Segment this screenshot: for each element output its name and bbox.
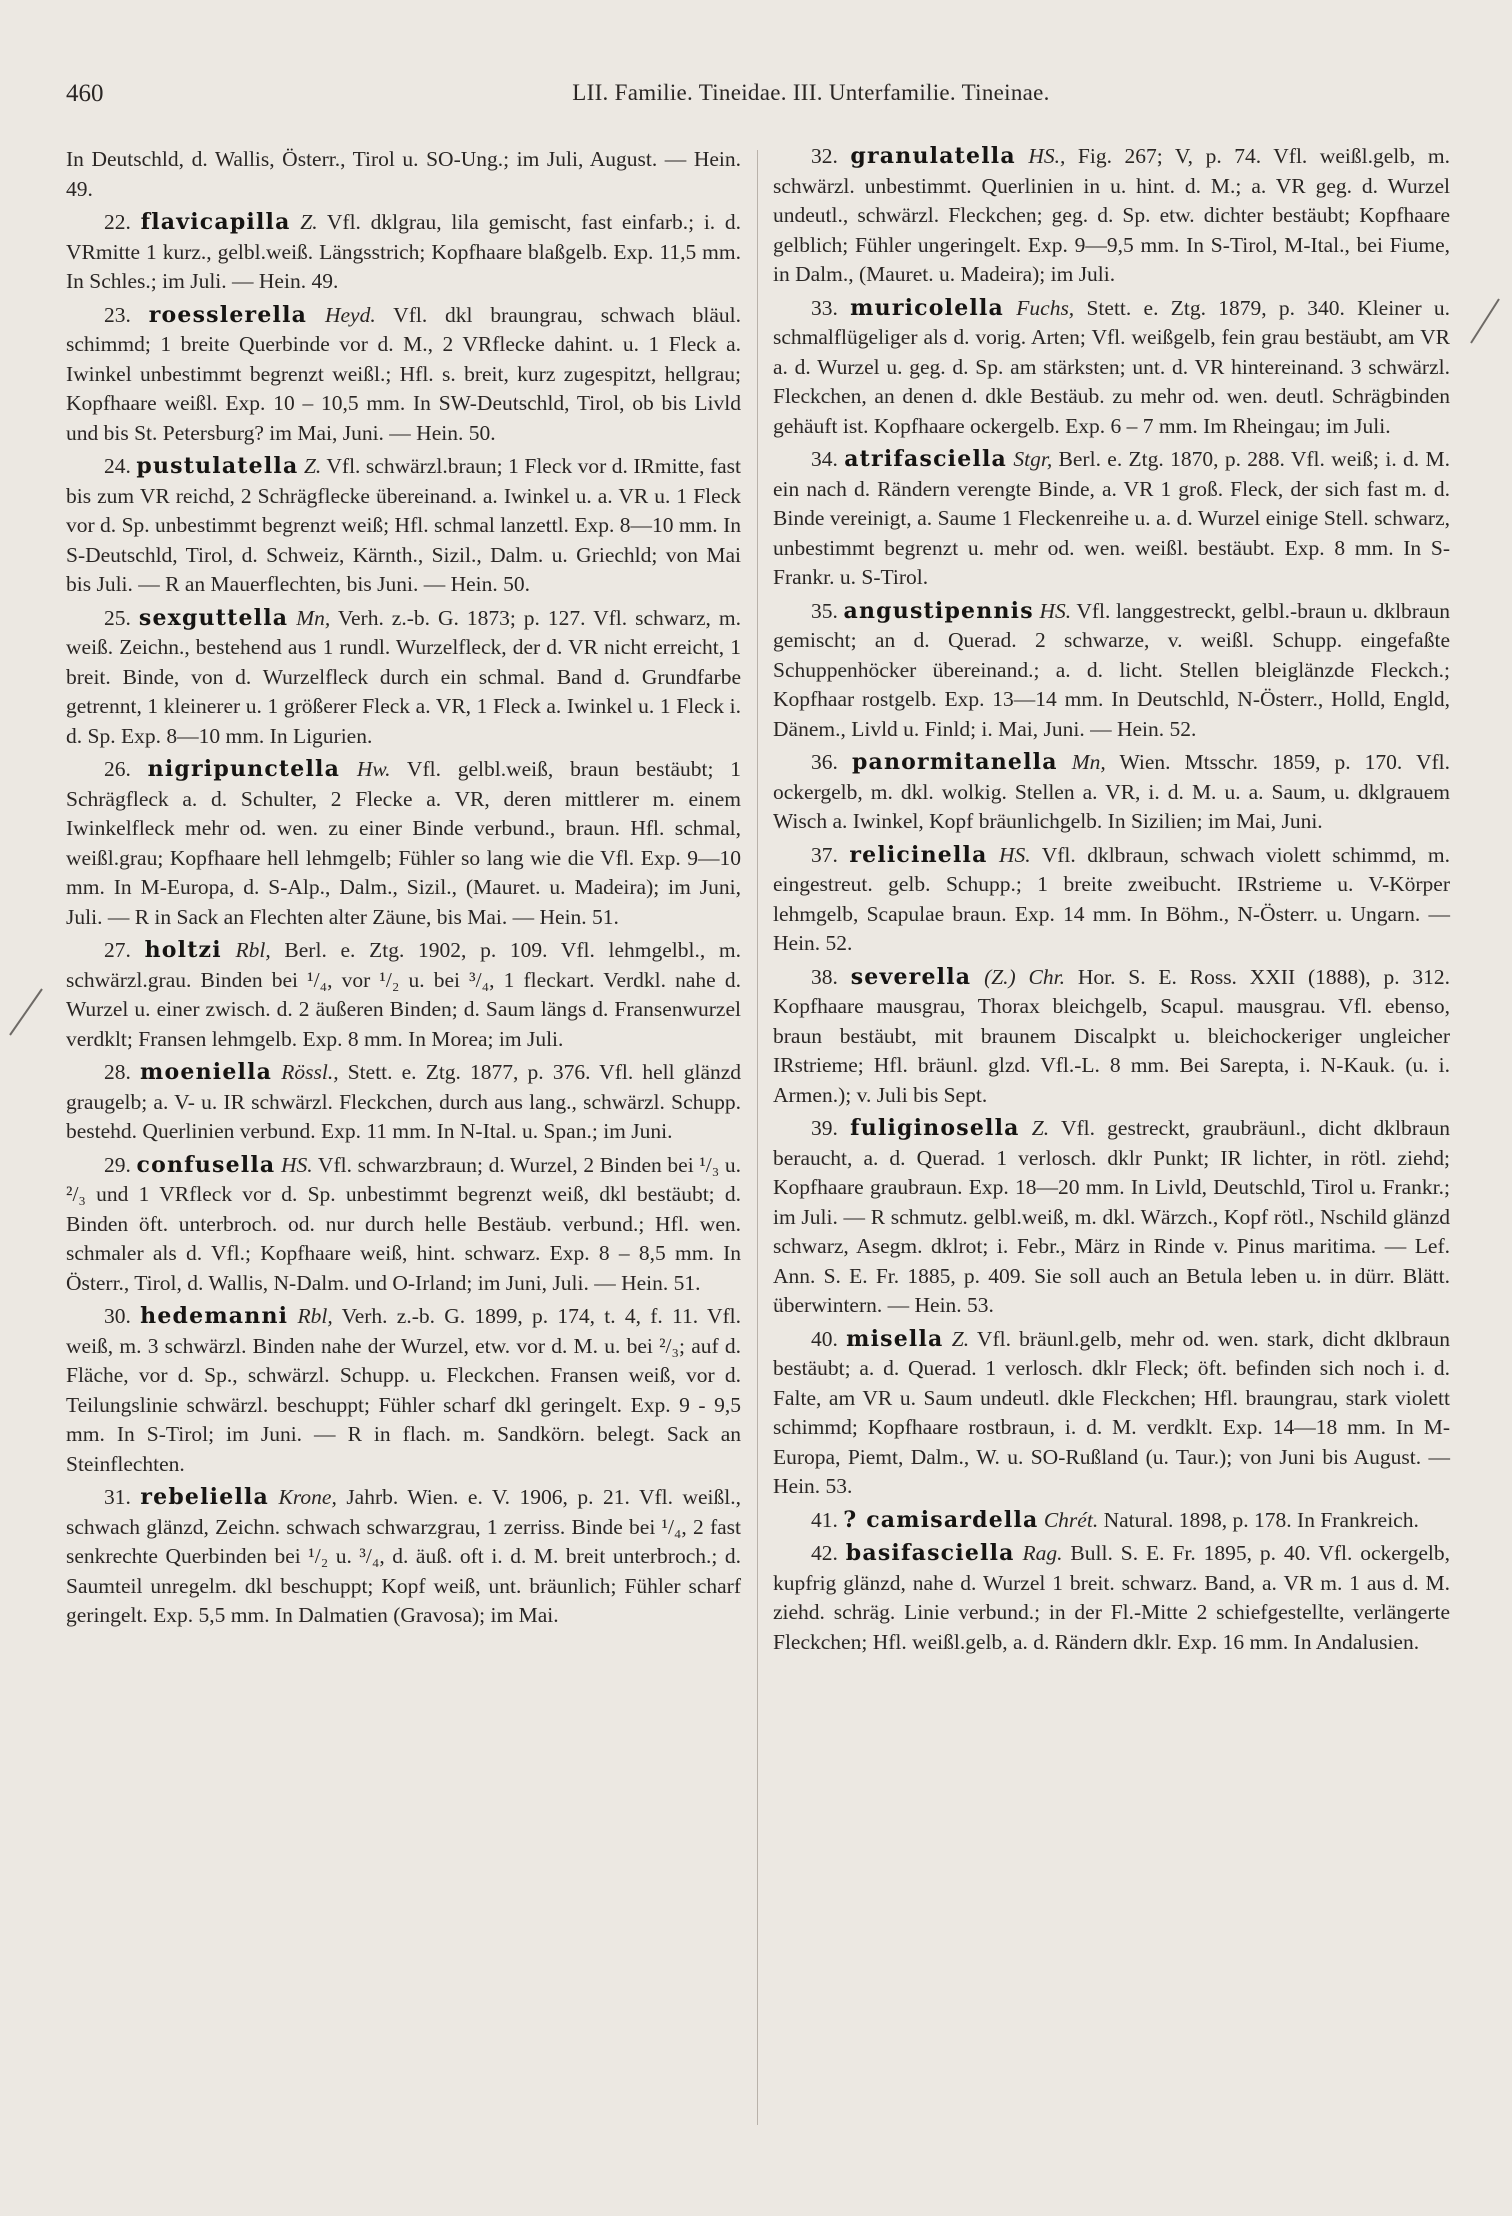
entry-number: 42. [811,1541,838,1565]
entry-description: Vfl. bräunl.gelb, mehr od. wen. stark, dicht dklbraun bestäubt; a. d. Querad. 1 verlosch. dklr Fleck; öft. befinden sich noch i. d. Falte, am VR u. Saum undeutl. dkle Fleckchen; Hfl. braungrau, stark violett schimmd; Kopfhaare rostbraun, i. d. M. verdklt. Exp. 14—18 mm. In M-Europa, Piemt, Dalm., W. u. SO-Rußland (u. Taur.); von Juni bis August. — Hein. 53. [773,1326,1451,1498]
right-column [773,142,1450,1661]
entry-description: Wien. Mtsschr. 1859, p. 170. Vfl. ockergelb, m. dkl. wolkig. Stellen a. VR, i. d. M. u. a. Saum, u. dklgrauem Wisch a. Iwinkel, Kopf bräunlichgelb. In Sizilien; im Mai, Juni. [773,750,1451,833]
species-name: granulatella [850,143,1016,169]
pencil-tick-mark [6,985,46,1045]
species-entry [66,145,741,204]
species-name: rebeliella [140,1484,270,1510]
species-name: holtzi [144,937,222,963]
species-entry [773,597,1450,745]
species-author: Rag. [1022,1541,1063,1565]
entry-description: Fig. 267; V, p. 74. Vfl. weißl.gelb, m. schwärzl. unbestimmt. Querlinien in u. hint. d. M.; a. VR geg. d. Wurzel undeutl., schwärzl. Fleckchen; geg. d. Sp. etw. dichter bestäubt; Kopfhaare gelblich; Fühler ungeringelt. Exp. 9—9,5 mm. In S-Tirol, M-Ital., bei Fiume, in Dalm., (Mauret. u. Madeira); im Juli. [773,144,1451,286]
species-entry [66,1483,741,1631]
species-author: Z. [951,1326,970,1351]
species-entry [773,841,1450,959]
entry-description: Vfl. schwärzl.braun; 1 Fleck vor d. IRmitte, fast bis zum VR reichd, 2 Schrägflecke übereinand. a. Iwinkel u. a. VR u. 1 Fleck vor d. Sp. unbestimmt begrenzt weiß; Hfl. schmal lanzettl. Exp. 8—10 mm. In S-Deutschld, Tirol, d. Schweiz, Kärnth., Sizil., Dalm. u. Griechld; von Mai bis Juli. — R an Mauerflechten, bis Juni. — Hein. 50. [66,454,741,596]
species-name: muricolella [850,294,1004,321]
species-author: Z. [300,210,318,234]
species-author: Rössl., [281,1060,339,1084]
species-author: Hw. [356,757,391,781]
species-entry [66,1058,741,1147]
entry-number: 28. [104,1060,131,1084]
entry-number: 26. [104,757,131,781]
entry-description: Natural. 1898, p. 178. In Frankreich. [1103,1507,1419,1532]
species-name: relicinella [849,841,988,868]
species-author: HS. [999,842,1031,867]
pencil-tick-mark [1465,295,1505,355]
species-author: Krone, [278,1485,337,1509]
species-name: sexguttella [138,604,289,631]
species-name: pustulatella [136,453,299,479]
species-author: Rbl, [235,938,271,962]
species-entry [66,208,741,297]
species-name: severella [850,963,972,990]
entry-description: Jahrb. Wien. e. V. 1906, p. 21. Vfl. weißl., schwach glänzd, Zeichn. schwach schwarzgrau, 1 zerriss. Binde bei ¹/₄, 2 fast senkrechte Querbinden bei ¹/₂ u. ³/₄, d. äuß. oft i. d. M. breit unterbroch.; d. Saumteil unregelm. dkl beschuppt; Kopf weiß, unt. bräunlich; Fühler scharf geringelt. Exp. 5,5 mm. In Dalmatien (Gravosa); im Mai. [66,1485,742,1627]
species-entry [66,452,741,600]
entry-description: Vfl. gelbl.weiß, braun bestäubt; 1 Schrägfleck a. d. Schulter, 2 Flecke a. VR, deren mittlerer m. einem Iwinkelfleck mehr od. wen. zu einer Binde verbund., braun. Hfl. schmal, weißl.grau; Kopfhaare hell lehmgelb; Fühler so lang wie die Vfl. Exp. 9—10 mm. In M-Europa, d. S-Alp., Dalm., Sizil., (Mauret. u. Madeira); im Juni, Juli. — R in Sack an Flechten alter Zäune, bis Mai. — Hein. 51. [66,757,741,929]
species-author: Chrét. [1043,1507,1099,1532]
species-author: Mn, [296,605,331,630]
species-author: Stgr, [1013,447,1053,471]
species-entry [66,755,741,932]
entry-number: 36. [811,750,838,774]
entry-number: 22. [104,210,131,234]
entry-description: Berl. e. Ztg. 1902, p. 109. Vfl. lehmgelbl., m. schwärzl.grau. Binden bei ¹/₄, vor ¹/₂ u. bei ³/₄, 1 fleckart. Verdkl. nahe d. Wurzel u. einer zwisch. d. 2 äußeren Binden; d. Saum längs d. Fransenwurzel verdklt; Fransen lehmgelb. Exp. 8 mm. In Morea; im Juli. [66,938,742,1051]
species-name: misella [846,1325,944,1352]
entry-description: Hor. S. E. Ross. XXII (1888), p. 312. Kopfhaare mausgrau, Thorax bleichgelb, Scapul. mausgrau. Vfl. ebenso, braun bestäubt, mit braunem Discalpkt u. bleichockeriger ungleicher IRstrieme; Hfl. bräunl. glzd. Vfl.-L. 8 mm. Bei Sarepta, i. N-Kauk. (u. i. Armen.); v. Juli bis Sept. [773,964,1451,1107]
species-author: Rbl, [297,1304,333,1328]
species-name: panormitanella [851,749,1058,775]
entry-description: Vfl. langgestreckt, gelbl.-braun u. dklbraun gemischt; an d. Querad. 2 schwarze, v. weißl. Schupp. eingefaßte Schuppenhöcker übereinand.; a. d. licht. Stellen bleiglänzde Fleckch.; Kopfhaar rostgelb. Exp. 13—14 mm. In Deutschld, N-Österr., Holld, Engld, Dänem., Livld u. Finld; i. Mai, Juni. — Hein. 52. [773,598,1451,741]
entry-description: Vfl. gestreckt, graubräunl., dicht dklbraun beraucht, a. d. Querad. 1 verlosch. dklr Punkt; IR lichter, in rötl. ziehd; Kopfhaare graubraun. Exp. 18—20 mm. In Livld, Deutschld, Tirol u. Frankr.; im Juli. — R schmutz. gelbl.weiß, m. dkl. Wärzch., Kopf rötl., Nschild glänzd schwarz, Asegm. dklrot; i. Febr., März in Rinde v. Pinus maritima. — Lef. Ann. S. E. Fr. 1885, p. 409. Sie soll auch an Betula leben u. in dürr. Blätt. überwintern. — Hein. 53. [773,1116,1450,1317]
page-number: 460 [66,80,104,107]
species-author: Fuchs, [1016,295,1075,320]
entry-description: Verh. z.-b. G. 1899, p. 174, t. 4, f. 11. Vfl. weiß, m. 3 schwärzl. Binden nahe der Wurzel, etw. vor d. M. u. bei ²/₃; auf d. Fläche, vor d. Sp., schwärzl. Schupp. u. Fleckchen. Fransen weiß, vor d. Teilungslinie schwärzl. beschuppt; Fühler scharf dkl geringelt. Exp. 9 - 9,5 mm. In S-Tirol; im Juni. — R in flach. m. Sandkörn. belegt. Sack an Steinflechten. [66,1304,742,1476]
species-entry [66,936,741,1054]
species-name: roesslerella [148,301,308,328]
entry-number: 34. [811,447,838,471]
species-name: confusella [136,1151,276,1178]
species-name: hedemanni [140,1303,289,1329]
species-entry [66,301,741,449]
entry-number: 33. [811,295,838,320]
species-author: Z. [303,454,322,478]
entry-number: 25. [104,605,131,630]
page-header [66,80,1446,120]
species-author: Z. [1031,1116,1050,1140]
entry-number: 27. [104,938,131,962]
species-author: Mn, [1071,750,1106,774]
entry-number: 35. [811,598,838,623]
species-entry [773,1506,1450,1536]
species-name: angustipennis [843,597,1034,624]
species-entry [66,1151,741,1299]
entry-description: Vfl. dklbraun, schwach violett schimmd, m. eingestreut. gelb. Schupp.; 1 breite zweibucht. IRstrieme u. V-Körper lehmgelb, Scapulae braun. Exp. 14 mm. In Böhm., N-Österr. u. Ungarn. — Hein. 52. [773,842,1451,955]
species-name: fuliginosella [850,1115,1020,1141]
species-author: HS., [1028,144,1066,168]
species-entry [773,1114,1450,1321]
entry-number: 39. [811,1116,838,1140]
species-entry [773,142,1450,290]
species-name: nigripunctella [147,756,341,782]
species-name: moeniella [140,1059,273,1085]
species-name: atrifasciella [844,446,1008,472]
entry-number: 32. [811,144,838,168]
species-entry [66,604,741,752]
species-author: (Z.) Chr. [984,964,1065,989]
species-name: basifasciella [845,1540,1015,1566]
species-entry [773,445,1450,593]
running-title: LII. Familie. Tineidae. III. Unterfamilie. Tineinae. [572,80,1050,105]
entry-description: Stett. e. Ztg. 1879, p. 340. Kleiner u. schmalflügeliger als d. vorig. Arten; Vfl. weißgelb, fein grau bestäubt, am VR a. d. Wurzel u. geg. d. Sp. am stärksten; unt. d. VR hintereinand. 3 schwärzl. Fleckchen, an denen d. dkle Bestäub. zu mehr od. wen. deutl. Schrägbinden gehäuft ist. Kopfhaare ockergelb. Exp. 6 – 7 mm. Im Rheingau; im Juli. [773,295,1451,438]
species-entry [773,1325,1450,1502]
entry-description: Vfl. schwarzbraun; d. Wurzel, 2 Binden bei ¹/₃ u. ²/₃ und 1 VRfleck vor d. Sp. unbestimmt begrenzt weiß, dkl bestäubt; d. Binden öft. unterbroch. od. nur durch helle Bestäub. verbund.; Hfl. wen. schmaler als d. Vfl.; Kopfhaare weiß, hint. schwarz. Exp. 8 – 8,5 mm. In Österr., Tirol, d. Wallis, N-Dalm. und O-Irland; im Juni, Juli. — Hein. 51. [66,1152,741,1295]
entry-number: 23. [104,302,131,327]
species-entry [773,963,1450,1111]
column-divider [757,150,758,2125]
entry-description: Vfl. dklgrau, lila gemischt, fast einfarb.; i. d. VRmitte 1 kurz., gelbl.weiß. Längsstrich; Kopfhaare blaßgelb. Exp. 11,5 mm. In Schles.; im Juli. — Hein. 49. [66,210,741,293]
entry-number: 31. [104,1485,131,1509]
left-column [66,145,741,1635]
entry-number: 24. [104,454,131,478]
entry-number: 41. [811,1507,838,1532]
species-author: HS. [1039,598,1072,623]
entry-description: In Deutschld, d. Wallis, Österr., Tirol u. SO-Ung.; im Juli, August. — Hein. 49. [66,147,741,201]
entry-number: 37. [811,842,838,867]
entry-number: 38. [811,964,838,989]
entry-description: Stett. e. Ztg. 1877, p. 376. Vfl. hell glänzd graugelb; a. V- u. IR schwärzl. Fleckchen, durch aus lang., schwärzl. Schupp. bestehd. Querlinien verbund. Exp. 11 mm. In N-Ital. u. Span.; im Juni. [66,1060,742,1143]
species-entry [773,294,1450,442]
entry-description: Bull. S. E. Fr. 1895, p. 40. Vfl. ockergelb, kupfrig glänzd, nahe d. Wurzel 1 breit. schwarz. Band, a. VR m. 1 aus d. M. ziehd. schräg. Linie verbund.; in der Fl.-Mitte 2 schiefgestellte, verlängerte Fleckchen; Hfl. weißl.gelb, a. d. Rändern dklr. Exp. 16 mm. In Andalusien. [773,1541,1450,1654]
entry-number: 30. [104,1304,131,1328]
entry-description: Berl. e. Ztg. 1870, p. 288. Vfl. weiß; i. d. M. ein nach d. Rändern verengte Binde, a. VR 1 groß. Fleck, der sich fast m. d. Binde vereinigt, a. Saume 1 Fleckenreihe u. a. d. Wurzel einige Stell. schwarz, unbestimmt begrenzt u. mehr od. wen. weißl. bestäubt. Exp. 8 mm. In S-Frankr. u. S-Tirol. [773,447,1451,589]
species-name: flavicapilla [140,209,291,235]
species-author: Heyd. [324,302,376,327]
species-name: ? camisardella [843,1506,1039,1533]
entry-description: Verh. z.-b. G. 1873; p. 127. Vfl. schwarz, m. weiß. Zeichn., bestehend aus 1 rundl. Wurzelfleck, der d. VR nicht erreicht, 1 breit. Binde, von d. Wurzelfleck durch ein schmal. Band d. Grundfarbe getrennt, 1 kleinerer u. 1 größerer Fleck a. VR, 1 Fleck a. Iwinkel u. 1 Fleck i. d. Sp. Exp. 8—10 mm. In Ligurien. [66,605,742,748]
species-entry [66,1302,741,1479]
species-entry [773,1539,1450,1657]
species-entry [773,748,1450,837]
entry-number: 40. [811,1326,838,1351]
species-author: HS. [281,1152,313,1177]
entry-description: Vfl. dkl braungrau, schwach bläul. schimmd; 1 breite Querbinde vor d. M., 2 VRflecke dahint. u. 1 Fleck a. Iwinkel unbestimmt begrenzt weißl.; Hfl. s. breit, kurz zugespitzt, hellgrau; Kopfhaare weißl. Exp. 10 – 10,5 mm. In SW-Deutschld, Tirol, ob bis Livld und bis St. Petersburg? im Mai, Juni. — Hein. 50. [66,302,741,445]
entry-number: 29. [104,1152,131,1177]
